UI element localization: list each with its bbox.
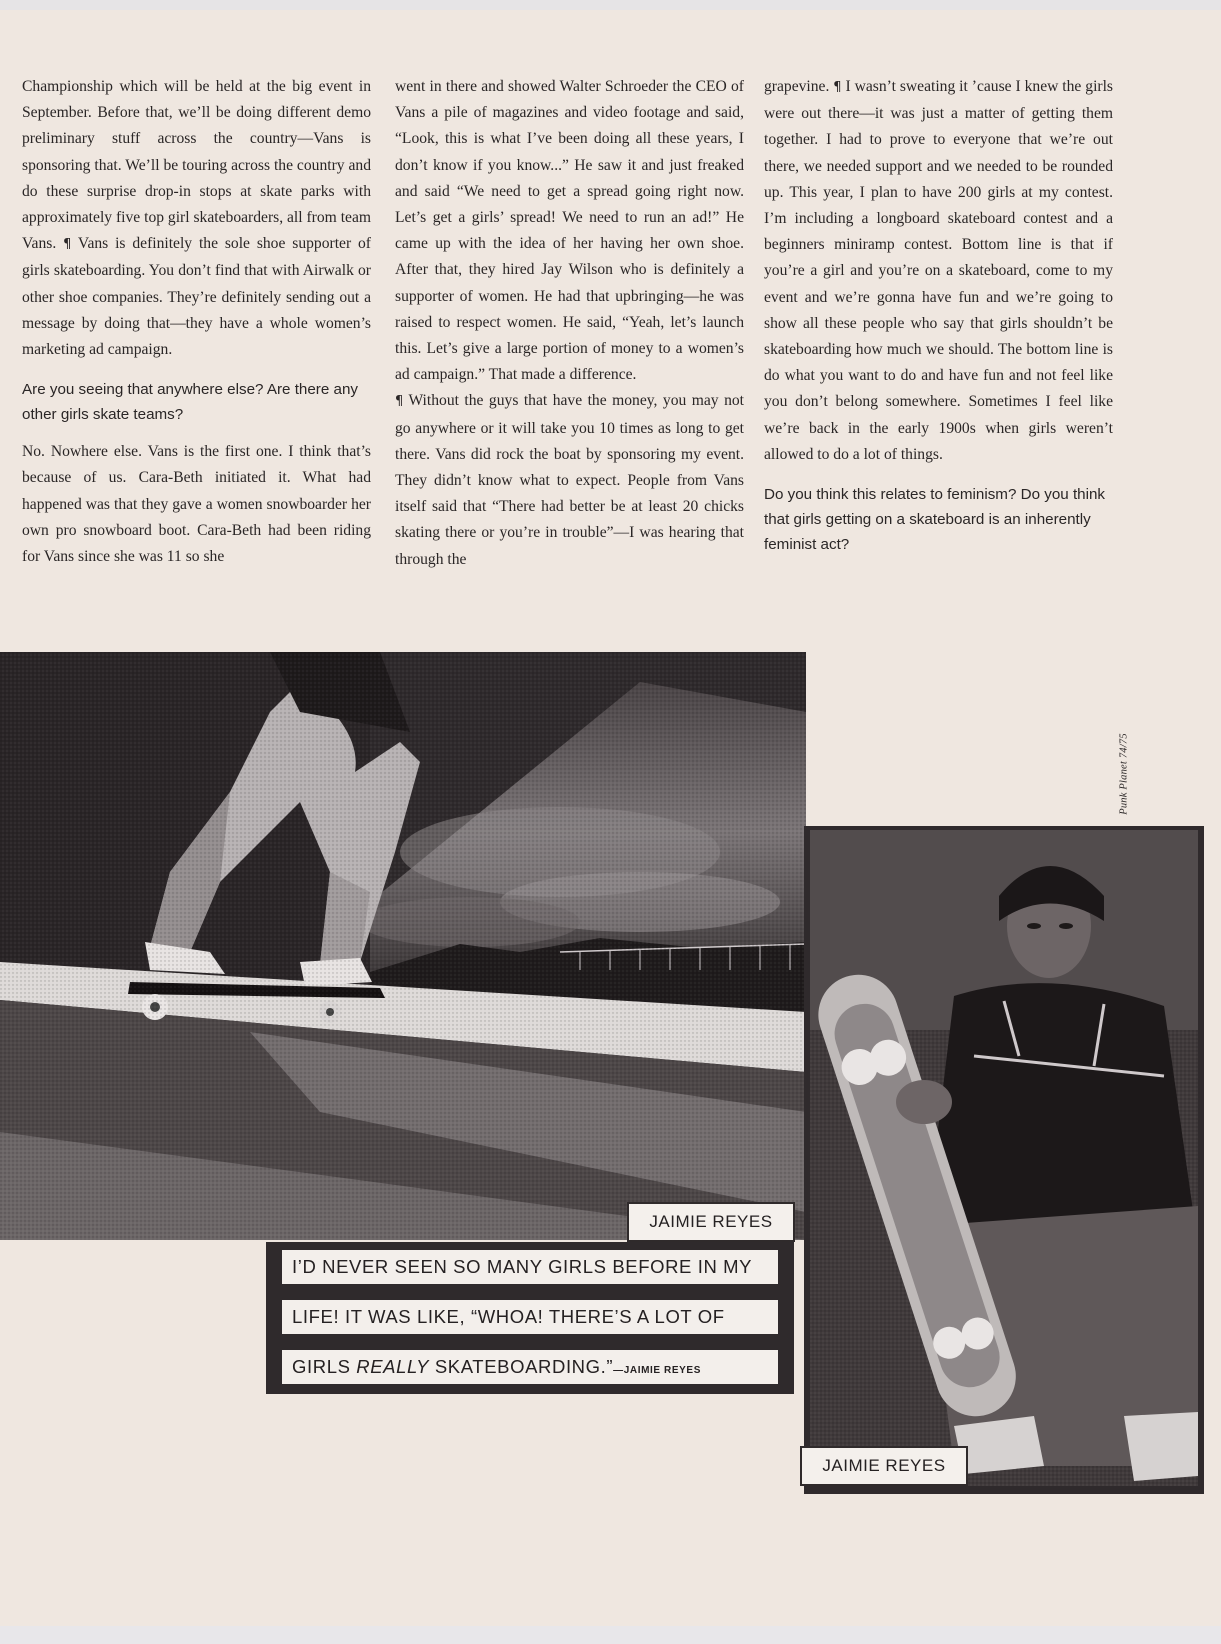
- paragraph: Championship which will be held at the big event in September. Before that, we’ll be doing different demo preliminary stuff across the country—Vans is sponsoring that. We’ll be touring across the country and do these surprise drop-in stops at skate parks with approximately five top girl skateboarders, all from team Vans. ¶ Vans is definitely the sole shoe supporter of girls skateboarding. You don’t find that with Airwalk or other shoe companies. They’re definitely sending out a message by doing that—they have a whole women’s marketing ad campaign.: [22, 78, 372, 359]
- pull-quote-line: GIRLS REALLY SKATEBOARDING.”—JAIMIE REYES: [282, 1350, 778, 1384]
- article-column-3: [764, 74, 1113, 569]
- article-column-2: [395, 74, 744, 581]
- portrait-illustration: [804, 826, 1204, 1494]
- pull-quote-attribution: —JAIMIE REYES: [613, 1365, 701, 1376]
- paragraph: No. Nowhere else. Vans is the first one. I think that’s because of us. Cara-Beth initiated it. What had happened was that they gave a women snowboarder her own pro snowboard boot. Cara-Beth had been riding for Vans since she was 11 so she: [22, 443, 371, 566]
- article-column-1: [22, 74, 371, 578]
- paragraph: grapevine. ¶ I wasn’t sweating it ’cause I knew the girls were out there—it was just a matter of getting them together. I had to prove to everyone that we’re out there, we needed support and we needed to be rounded up. This year, I plan to have 200 girls at my contest. I’m including a longboard skateboard contest and a beginners miniramp contest. Bottom line is that if you’re a girl and you’re on a skateboard, come to my event and we’re gonna have fun and we’re going to show all these people who say that girls shouldn’t be skateboarding how much we should. The bottom line is do what you want to do and have fun and not feel like you don’t belong somewhere. Sometimes I feel like we’re back in the early 1900s when girls weren’t allowed to do a lot of things.: [764, 78, 1113, 463]
- paragraph: went in there and showed Walter Schroeder the CEO of Vans a pile of magazines and video footage and said, “Look, this is what I’ve been doing all these years, I don’t know if you know...” He saw it and just freaked and said “We need to get a spread going right now. Let’s get a girls’ spread! We need to run an ad!” He came up with the idea of her having her own shoe. After that, they hired Jay Wilson who is definitely a supporter of women. He had that upbringing—he was raised to respect women. He said, “Yeah, let’s launch this. Let’s give a large portion of money to a women’s ad campaign.” That made a difference. ¶ Without the guys that have the money, you may not go anywhere or it will take you 10 times as long to get there. Vans did rock the boat by sponsoring my event. They didn’t know what to expect. People from Vans itself said that “There had better be at least 20 chicks skating there or you’re in trouble”—I was hearing that through the: [395, 78, 744, 568]
- photo-caption: JAIMIE REYES: [627, 1202, 795, 1242]
- pull-quote: [266, 1242, 794, 1394]
- page-folio: Punk Planet 74/75: [1118, 733, 1130, 815]
- interview-question: Do you think this relates to feminism? Do you think that girls getting on a skateboard is an inherently feminist act?: [764, 486, 1106, 554]
- page-bottom-edge: [0, 1626, 1221, 1644]
- pilcrow-mark: ¶: [63, 237, 72, 253]
- skateboard-grind-illustration: [0, 652, 806, 1240]
- interview-question: Are you seeing that anywhere else? Are there any other girls skate teams?: [22, 381, 359, 424]
- pilcrow-mark: ¶: [833, 80, 842, 95]
- pull-quote-line: I’D NEVER SEEN SO MANY GIRLS BEFORE IN MY: [282, 1250, 778, 1284]
- photo-caption: JAIMIE REYES: [800, 1446, 968, 1486]
- pull-quote-line: LIFE! IT WAS LIKE, “WHOA! THERE’S A LOT OF: [282, 1300, 778, 1334]
- page-top-edge: [0, 0, 1221, 10]
- skateboard-grind-photo: [0, 652, 806, 1240]
- pilcrow-mark: ¶: [395, 394, 404, 410]
- portrait-with-skateboard-photo: [804, 826, 1204, 1494]
